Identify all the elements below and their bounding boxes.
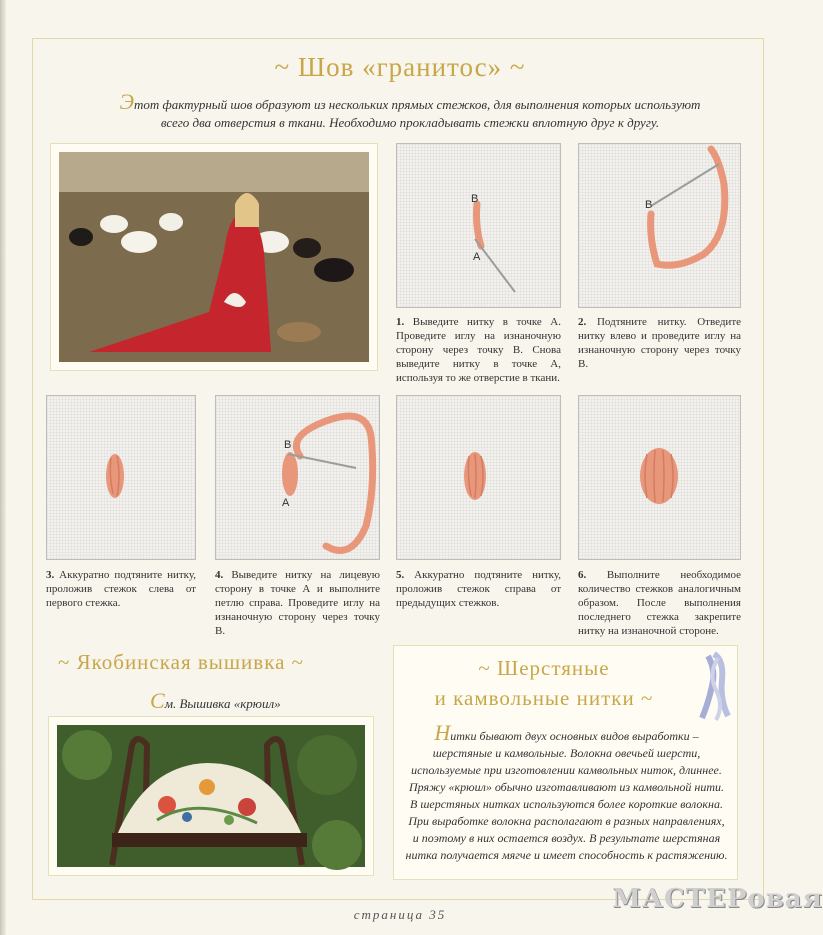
jacobean-see-dropcap: С <box>150 688 165 713</box>
step-4-number: 4. <box>215 569 224 581</box>
wool-dropcap: Н <box>434 720 451 745</box>
wool-title-line2: и камвольные нитки ~ <box>434 686 654 710</box>
step-5-fabric <box>396 395 561 560</box>
step-1-label-a: A <box>473 251 481 263</box>
jacobean-see-also <box>150 688 281 714</box>
jacobean-title: ~ Якобинская вышивка ~ <box>58 650 305 674</box>
step-4-fabric <box>215 395 380 560</box>
jacobean-see-text: м. Вышивка «крюил» <box>164 696 281 711</box>
step-6-number: 6. <box>578 569 587 581</box>
chair-photo <box>48 716 374 876</box>
step-6-fabric <box>578 395 741 560</box>
step-2-text: Подтяните нитку. Отведите нитку влево и проведите иглу на изнаночную сторону через точку В. <box>578 316 742 370</box>
step-5-text: Аккуратно подтяните нитку, проложив стежок справа от предыдущих стежков. <box>396 569 561 609</box>
step-1-caption <box>396 315 561 385</box>
wool-threads-panel <box>393 645 738 880</box>
step-6-caption <box>578 568 741 638</box>
step-1-illustration <box>397 144 560 307</box>
girl-chickens-image <box>59 152 369 362</box>
step-5-illustration <box>397 396 560 559</box>
step-4-illustration <box>216 396 379 559</box>
step-3-text: Аккуратно подтяните нитку, проложив стежок слева от первого стежка. <box>46 569 196 609</box>
watermark-logo: МАСТЕРовая <box>612 884 823 914</box>
step-5-caption <box>396 568 561 610</box>
step-2-label-b: B <box>645 199 653 211</box>
intro-paragraph <box>110 89 710 132</box>
step-2-number: 2. <box>578 316 587 328</box>
step-6-text: Выполните необходимое количество стежков аналогичным образом. После выполнения последнего стежка закрепите нитку на изнаночной стороне. <box>578 569 741 637</box>
step-5-number: 5. <box>396 569 405 581</box>
wool-text: итки бывают двух основных видов выработки – шерстяные и камвольные. Волокна овечьей шерсти, используемые при изготовлении камвольных ниток, длиннее. Пряжу «крюил» обычно изготавливают из камвольной нити. В шерстяных нитках используются более короткие волокна. При выработке волокна располагают в разных направлениях, и поэтому в них остается воздух. В результате шерстяная нитка получается мягче и имеет способность к растяжению. <box>405 729 728 862</box>
wool-title-line1: ~ Шерстяные <box>478 656 610 680</box>
step-6-illustration <box>579 396 740 559</box>
step-3-illustration <box>47 396 195 559</box>
intro-dropcap: Э <box>119 89 134 114</box>
step-1-label-b: B <box>471 193 479 205</box>
step-1-number: 1. <box>396 316 405 328</box>
page-title: ~ Шов «гранитос» ~ <box>274 52 526 82</box>
step-3-fabric <box>46 395 196 560</box>
step-2-fabric <box>578 143 741 308</box>
step-2-caption <box>578 315 741 371</box>
step-4-caption <box>215 568 380 638</box>
embroidered-chair-image <box>57 725 365 867</box>
step-1-text: Выведите нитку в точке А. Проведите иглу на изнаночную сторону через точку В. Снова выведите нитку в точке А, используя то же отверстие в ткани. <box>396 316 561 384</box>
step-3-number: 3. <box>46 569 55 581</box>
step-4-text: Выведите нитку на лицевую сторону в точке А и выполните петлю справа. Проведите иглу на изнаночную сторону через точку В. <box>215 569 380 637</box>
yarn-skein-icon <box>694 650 734 722</box>
wool-paragraph <box>404 720 729 864</box>
step-4-label-b: B <box>284 439 292 451</box>
book-spine-shadow <box>0 0 6 935</box>
step-4-label-a: A <box>282 497 290 509</box>
step-1-fabric <box>396 143 561 308</box>
step-2-illustration <box>579 144 740 307</box>
step-3-caption <box>46 568 196 610</box>
girl-chickens-photo <box>50 143 378 371</box>
intro-text: тот фактурный шов образуют из нескольких прямых стежков, для выполнения которых используют всего два отверстия в ткани. Необходимо прокладывать стежки вплотную друг к другу. <box>134 97 701 130</box>
page-number: страница 35 <box>353 907 447 922</box>
